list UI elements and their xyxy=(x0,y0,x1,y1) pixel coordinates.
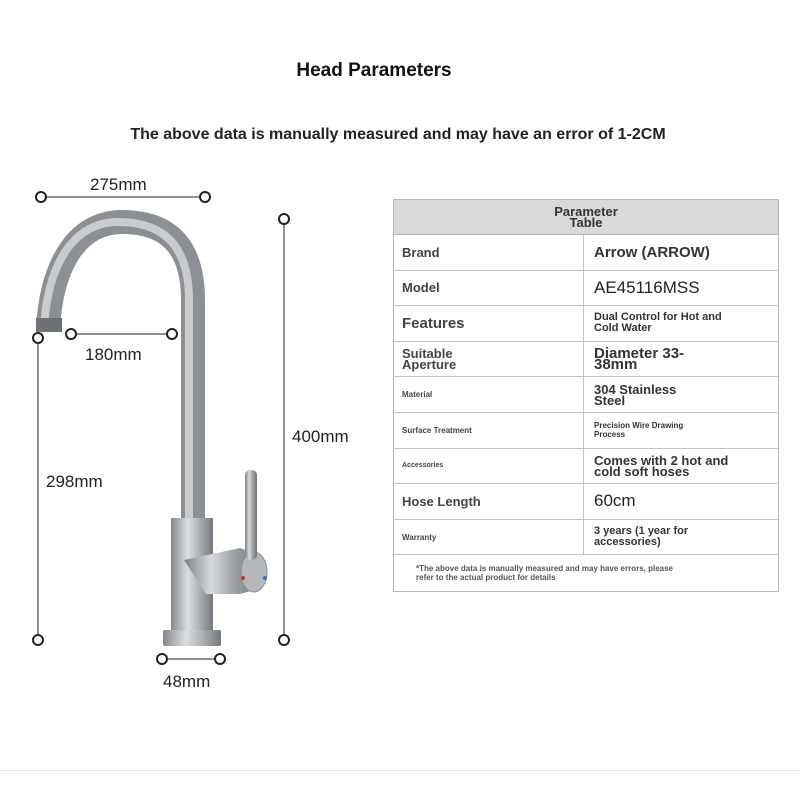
table-row xyxy=(394,413,778,449)
row-value-model: AE45116MSS xyxy=(594,277,700,297)
faucet-base xyxy=(163,630,221,646)
page-subtitle: The above data is manually measured and may have an error of 1-2CM xyxy=(130,126,666,143)
page-title: Head Parameters xyxy=(296,60,452,81)
parameter-table xyxy=(393,199,779,592)
row-label-surface: Surface Treatment xyxy=(394,413,584,448)
row-label-aperture: Suitable Aperture xyxy=(394,342,584,377)
row-label-accessories: Accessories xyxy=(394,449,584,484)
dimension-base-diameter: 48mm xyxy=(163,672,211,691)
divider xyxy=(0,770,800,771)
row-value-brand: Arrow (ARROW) xyxy=(594,243,710,261)
row-value-features: Dual Control for Hot and Cold Water xyxy=(594,311,722,335)
dimension-spout-reach: 180mm xyxy=(85,345,142,364)
table-note: *The above data is manually measured and may have errors, please refer to the actual product for details xyxy=(416,564,674,583)
table-row xyxy=(394,449,778,485)
row-label-material: Material xyxy=(394,377,584,412)
dimension-top-width: 275mm xyxy=(90,175,147,194)
dimension-total-height: 400mm xyxy=(292,427,349,446)
faucet-aerator xyxy=(36,318,62,332)
faucet-handle xyxy=(245,470,257,560)
table-row xyxy=(394,377,778,413)
dimension-spout-height: 298mm xyxy=(46,472,103,491)
row-label-model: Model xyxy=(394,271,584,306)
table-row xyxy=(394,520,778,556)
table-row xyxy=(394,235,778,271)
row-value-surface: Precision Wire Drawing Process xyxy=(594,421,684,440)
row-label-features: Features xyxy=(394,306,584,341)
row-value-warranty: 3 years (1 year for accessories) xyxy=(594,525,689,549)
table-row xyxy=(394,342,778,378)
row-value-aperture: Diameter 33-38mm xyxy=(594,345,685,374)
table-row xyxy=(394,271,778,307)
table-header: Parameter Table xyxy=(394,200,778,235)
row-value-accessories: Comes with 2 hot and cold soft hoses xyxy=(594,452,729,479)
table-row xyxy=(394,306,778,342)
table-row xyxy=(394,484,778,520)
row-label-brand: Brand xyxy=(394,235,584,270)
row-value-hose-length: 60cm xyxy=(594,491,636,511)
row-label-hose-length: Hose Length xyxy=(394,484,584,519)
row-value-material: 304 Stainless Steel xyxy=(594,381,677,408)
row-label-warranty: Warranty xyxy=(394,520,584,555)
